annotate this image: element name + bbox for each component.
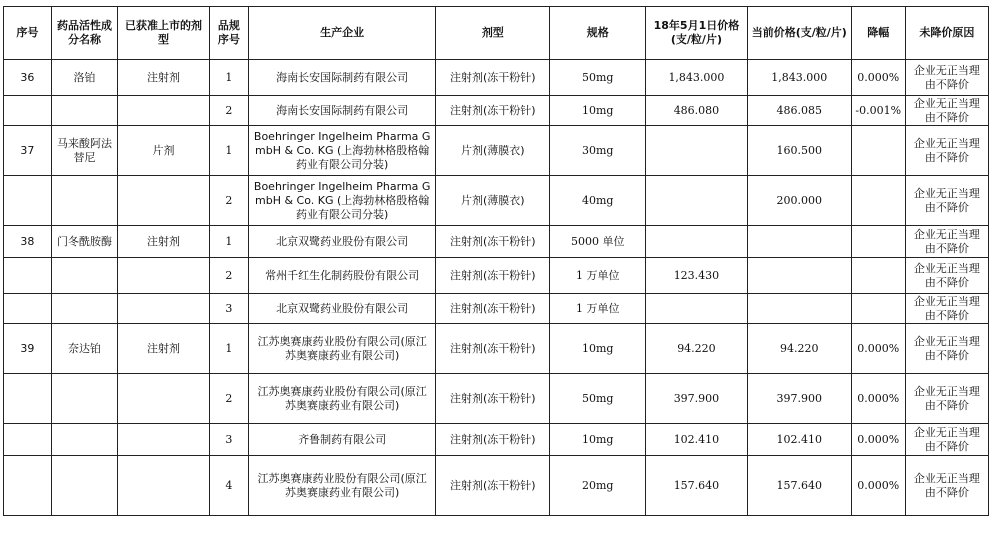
dosage-cell: 注射剂(冻干粉针) bbox=[436, 258, 550, 294]
form-cell: 注射剂 bbox=[118, 324, 209, 374]
price-now-cell: 160.500 bbox=[747, 126, 851, 176]
form-cell bbox=[118, 294, 209, 324]
seq-cell bbox=[4, 456, 52, 516]
price-may18-cell: 1,843.000 bbox=[646, 60, 748, 96]
reason-cell: 企业无正当理由不降价 bbox=[905, 96, 988, 126]
table-row bbox=[4, 96, 989, 126]
table-row bbox=[4, 176, 989, 226]
price-may18-cell: 157.640 bbox=[646, 456, 748, 516]
drop-cell bbox=[851, 176, 905, 226]
form-cell bbox=[118, 258, 209, 294]
spec-no-cell: 1 bbox=[209, 226, 248, 258]
ingredient-cell bbox=[51, 374, 117, 424]
ingredient-cell bbox=[51, 176, 117, 226]
header-price-now: 当前价格(支/粒/片) bbox=[747, 7, 851, 60]
table-row bbox=[4, 456, 989, 516]
ingredient-cell bbox=[51, 424, 117, 456]
company-cell: 江苏奥赛康药业股份有限公司(原江苏奥赛康药业有限公司) bbox=[249, 374, 436, 424]
header-ingredient: 药品活性成分名称 bbox=[51, 7, 117, 60]
seq-cell bbox=[4, 294, 52, 324]
table-row bbox=[4, 424, 989, 456]
spec-no-cell: 3 bbox=[209, 424, 248, 456]
spec-no-cell: 3 bbox=[209, 294, 248, 324]
reason-cell: 企业无正当理由不降价 bbox=[905, 324, 988, 374]
ingredient-cell: 洛铂 bbox=[51, 60, 117, 96]
header-strength: 规格 bbox=[550, 7, 646, 60]
price-now-cell: 1,843.000 bbox=[747, 60, 851, 96]
drop-cell: 0.000% bbox=[851, 324, 905, 374]
header-company: 生产企业 bbox=[249, 7, 436, 60]
ingredient-cell bbox=[51, 96, 117, 126]
price-now-cell bbox=[747, 258, 851, 294]
strength-cell: 10mg bbox=[550, 324, 646, 374]
price-now-cell: 102.410 bbox=[747, 424, 851, 456]
drop-cell: 0.000% bbox=[851, 60, 905, 96]
header-seq: 序号 bbox=[4, 7, 52, 60]
ingredient-cell: 门冬酰胺酶 bbox=[51, 226, 117, 258]
reason-cell: 企业无正当理由不降价 bbox=[905, 258, 988, 294]
table-row bbox=[4, 374, 989, 424]
spec-no-cell: 4 bbox=[209, 456, 248, 516]
form-cell: 注射剂 bbox=[118, 226, 209, 258]
table-row bbox=[4, 324, 989, 374]
spec-no-cell: 2 bbox=[209, 374, 248, 424]
header-row bbox=[4, 7, 989, 60]
reason-cell: 企业无正当理由不降价 bbox=[905, 176, 988, 226]
strength-cell: 50mg bbox=[550, 374, 646, 424]
drop-cell: 0.000% bbox=[851, 424, 905, 456]
company-cell: 常州千红生化制药股份有限公司 bbox=[249, 258, 436, 294]
company-cell: Boehringer Ingelheim Pharma GmbH & Co. KG (上海勃林格殷格翰药业有限公司分装) bbox=[249, 126, 436, 176]
form-cell bbox=[118, 96, 209, 126]
header-approved-form: 已获准上市的剂型 bbox=[118, 7, 209, 60]
seq-cell: 36 bbox=[4, 60, 52, 96]
dosage-cell: 注射剂(冻干粉针) bbox=[436, 294, 550, 324]
seq-cell bbox=[4, 96, 52, 126]
reason-cell: 企业无正当理由不降价 bbox=[905, 226, 988, 258]
reason-cell: 企业无正当理由不降价 bbox=[905, 294, 988, 324]
price-may18-cell: 94.220 bbox=[646, 324, 748, 374]
spec-no-cell: 1 bbox=[209, 324, 248, 374]
reason-cell: 企业无正当理由不降价 bbox=[905, 374, 988, 424]
dosage-cell: 注射剂(冻干粉针) bbox=[436, 424, 550, 456]
seq-cell: 39 bbox=[4, 324, 52, 374]
ingredient-cell: 奈达铂 bbox=[51, 324, 117, 374]
drop-cell bbox=[851, 294, 905, 324]
price-now-cell: 486.085 bbox=[747, 96, 851, 126]
drop-cell: -0.001% bbox=[851, 96, 905, 126]
form-cell: 片剂 bbox=[118, 126, 209, 176]
form-cell bbox=[118, 424, 209, 456]
form-cell bbox=[118, 374, 209, 424]
table-row bbox=[4, 258, 989, 294]
table-row bbox=[4, 294, 989, 324]
dosage-cell: 注射剂(冻干粉针) bbox=[436, 374, 550, 424]
price-may18-cell bbox=[646, 294, 748, 324]
strength-cell: 10mg bbox=[550, 96, 646, 126]
dosage-cell: 注射剂(冻干粉针) bbox=[436, 456, 550, 516]
drop-cell: 0.000% bbox=[851, 456, 905, 516]
price-table bbox=[3, 6, 989, 516]
price-now-cell bbox=[747, 226, 851, 258]
ingredient-cell bbox=[51, 258, 117, 294]
form-cell bbox=[118, 456, 209, 516]
spec-no-cell: 2 bbox=[209, 96, 248, 126]
table-row bbox=[4, 60, 989, 96]
seq-cell bbox=[4, 374, 52, 424]
strength-cell: 30mg bbox=[550, 126, 646, 176]
header-spec-no: 品规序号 bbox=[209, 7, 248, 60]
drop-cell bbox=[851, 126, 905, 176]
price-may18-cell bbox=[646, 176, 748, 226]
ingredient-cell: 马来酸阿法替尼 bbox=[51, 126, 117, 176]
reason-cell: 企业无正当理由不降价 bbox=[905, 424, 988, 456]
dosage-cell: 注射剂(冻干粉针) bbox=[436, 60, 550, 96]
strength-cell: 20mg bbox=[550, 456, 646, 516]
ingredient-cell bbox=[51, 456, 117, 516]
company-cell: Boehringer Ingelheim Pharma GmbH & Co. KG (上海勃林格殷格翰药业有限公司分装) bbox=[249, 176, 436, 226]
table-row bbox=[4, 226, 989, 258]
dosage-cell: 注射剂(冻干粉针) bbox=[436, 324, 550, 374]
form-cell: 注射剂 bbox=[118, 60, 209, 96]
seq-cell: 38 bbox=[4, 226, 52, 258]
price-may18-cell: 102.410 bbox=[646, 424, 748, 456]
dosage-cell: 注射剂(冻干粉针) bbox=[436, 226, 550, 258]
strength-cell: 1 万单位 bbox=[550, 294, 646, 324]
header-drop: 降幅 bbox=[851, 7, 905, 60]
dosage-cell: 片剂(薄膜衣) bbox=[436, 176, 550, 226]
dosage-cell: 注射剂(冻干粉针) bbox=[436, 96, 550, 126]
strength-cell: 50mg bbox=[550, 60, 646, 96]
strength-cell: 40mg bbox=[550, 176, 646, 226]
strength-cell: 5000 单位 bbox=[550, 226, 646, 258]
company-cell: 北京双鹭药业股份有限公司 bbox=[249, 294, 436, 324]
drop-cell bbox=[851, 226, 905, 258]
company-cell: 江苏奥赛康药业股份有限公司(原江苏奥赛康药业有限公司) bbox=[249, 324, 436, 374]
seq-cell bbox=[4, 176, 52, 226]
price-may18-cell bbox=[646, 126, 748, 176]
reason-cell: 企业无正当理由不降价 bbox=[905, 60, 988, 96]
drop-cell bbox=[851, 258, 905, 294]
seq-cell: 37 bbox=[4, 126, 52, 176]
company-cell: 北京双鹭药业股份有限公司 bbox=[249, 226, 436, 258]
price-may18-cell bbox=[646, 226, 748, 258]
price-may18-cell: 397.900 bbox=[646, 374, 748, 424]
spec-no-cell: 1 bbox=[209, 60, 248, 96]
dosage-cell: 片剂(薄膜衣) bbox=[436, 126, 550, 176]
company-cell: 海南长安国际制药有限公司 bbox=[249, 60, 436, 96]
header-price-may18: 18年5月1日价格(支/粒/片) bbox=[646, 7, 748, 60]
company-cell: 齐鲁制药有限公司 bbox=[249, 424, 436, 456]
company-cell: 海南长安国际制药有限公司 bbox=[249, 96, 436, 126]
company-cell: 江苏奥赛康药业股份有限公司(原江苏奥赛康药业有限公司) bbox=[249, 456, 436, 516]
header-reason: 未降价原因 bbox=[905, 7, 988, 60]
price-may18-cell: 123.430 bbox=[646, 258, 748, 294]
reason-cell: 企业无正当理由不降价 bbox=[905, 126, 988, 176]
seq-cell bbox=[4, 258, 52, 294]
strength-cell: 1 万单位 bbox=[550, 258, 646, 294]
price-now-cell: 200.000 bbox=[747, 176, 851, 226]
reason-cell: 企业无正当理由不降价 bbox=[905, 456, 988, 516]
table-row bbox=[4, 126, 989, 176]
spec-no-cell: 2 bbox=[209, 258, 248, 294]
price-now-cell: 397.900 bbox=[747, 374, 851, 424]
strength-cell: 10mg bbox=[550, 424, 646, 456]
price-now-cell bbox=[747, 294, 851, 324]
price-now-cell: 157.640 bbox=[747, 456, 851, 516]
ingredient-cell bbox=[51, 294, 117, 324]
drop-cell: 0.000% bbox=[851, 374, 905, 424]
spec-no-cell: 1 bbox=[209, 126, 248, 176]
seq-cell bbox=[4, 424, 52, 456]
form-cell bbox=[118, 176, 209, 226]
header-dosage: 剂型 bbox=[436, 7, 550, 60]
price-now-cell: 94.220 bbox=[747, 324, 851, 374]
price-may18-cell: 486.080 bbox=[646, 96, 748, 126]
spec-no-cell: 2 bbox=[209, 176, 248, 226]
